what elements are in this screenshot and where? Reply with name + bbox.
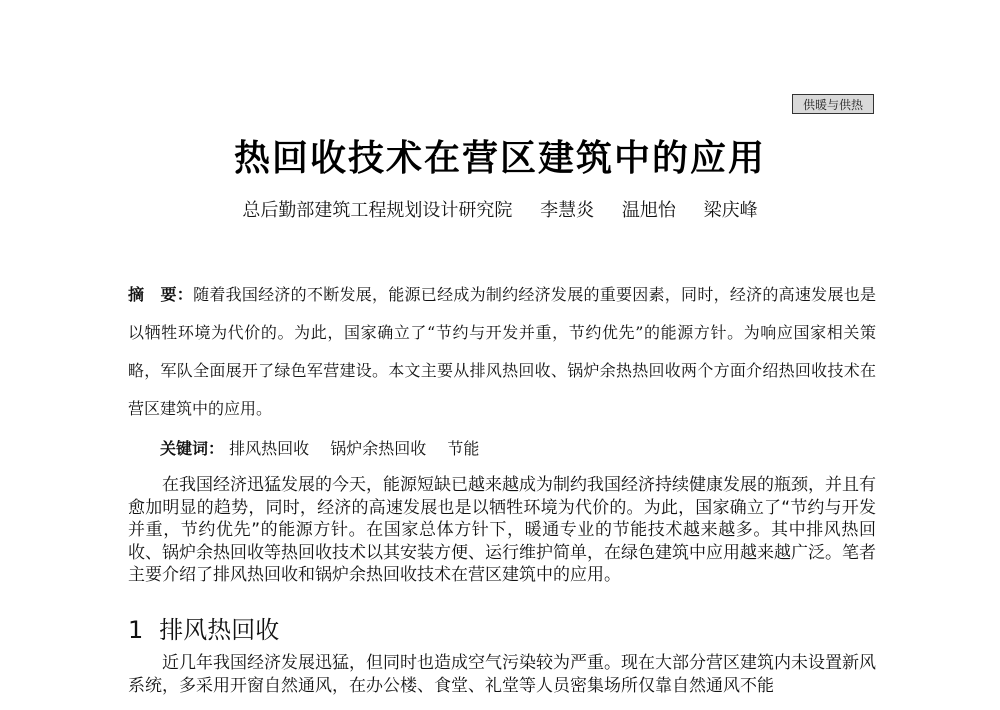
body-paragraph: 近几年我国经济发展迅猛，但同时也造成空气污染较为严重。现在大部分营区建筑内未设置新风系统，多采用开窗自然通风，在办公楼、食堂、礼堂等人员密集场所仅靠自然通风不能	[128, 653, 876, 696]
abstract-text: 随着我国经济的不断发展，能源已经成为制约经济发展的重要因素，同时，经济的高速发展也是以牺牲环境为代价的。为此，国家确立了“节约与开发并重，节约优先”的能源方针。为响应国家相关策略，军队全面展开了绿色军营建设。本文主要从排风热回收、锅炉余热热回收两个方面介绍热回收技术在营区建筑中的应用。	[128, 285, 876, 418]
abstract-label: 摘 要：	[128, 285, 194, 304]
author-name: 梁庆峰	[703, 200, 758, 221]
section-title: 排风热回收	[159, 616, 280, 644]
section-heading	[128, 610, 279, 645]
paper-title: 热回收技术在营区建筑中的应用	[233, 137, 766, 179]
keyword: 锅炉余热回收	[330, 439, 427, 458]
keywords-label: 关键词：	[160, 439, 225, 458]
keyword: 节能	[447, 439, 480, 458]
author-name: 温旭怡	[621, 200, 676, 221]
author-name: 李慧炎	[540, 200, 595, 221]
body-paragraph: 在我国经济迅猛发展的今天，能源短缺已越来越成为制约我国经济持续健康发展的瓶颈，并且有愈加明显的趋势，同时，经济的高速发展也是以牺牲环境为代价的。为此，国家确立了“节约与开发并重，节约优先”的能源方针。在国家总体方针下，暖通专业的节能技术越来越多。其中排风热回收、锅炉余热回收等热回收技术以其安装方便、运行维护简单，在绿色建筑中应用越来越广泛。笔者主要介绍了排风热回收和锅炉余热回收技术在营区建筑中的应用。	[128, 475, 876, 585]
abstract	[128, 276, 876, 428]
author-line	[0, 196, 1000, 222]
column-tag: 供暖与供热	[792, 94, 874, 114]
keywords	[160, 436, 876, 462]
keyword: 排风热回收	[229, 439, 310, 458]
section-number: 1	[128, 616, 144, 644]
author-institution: 总后勤部建筑工程规划设计研究院	[242, 200, 513, 221]
